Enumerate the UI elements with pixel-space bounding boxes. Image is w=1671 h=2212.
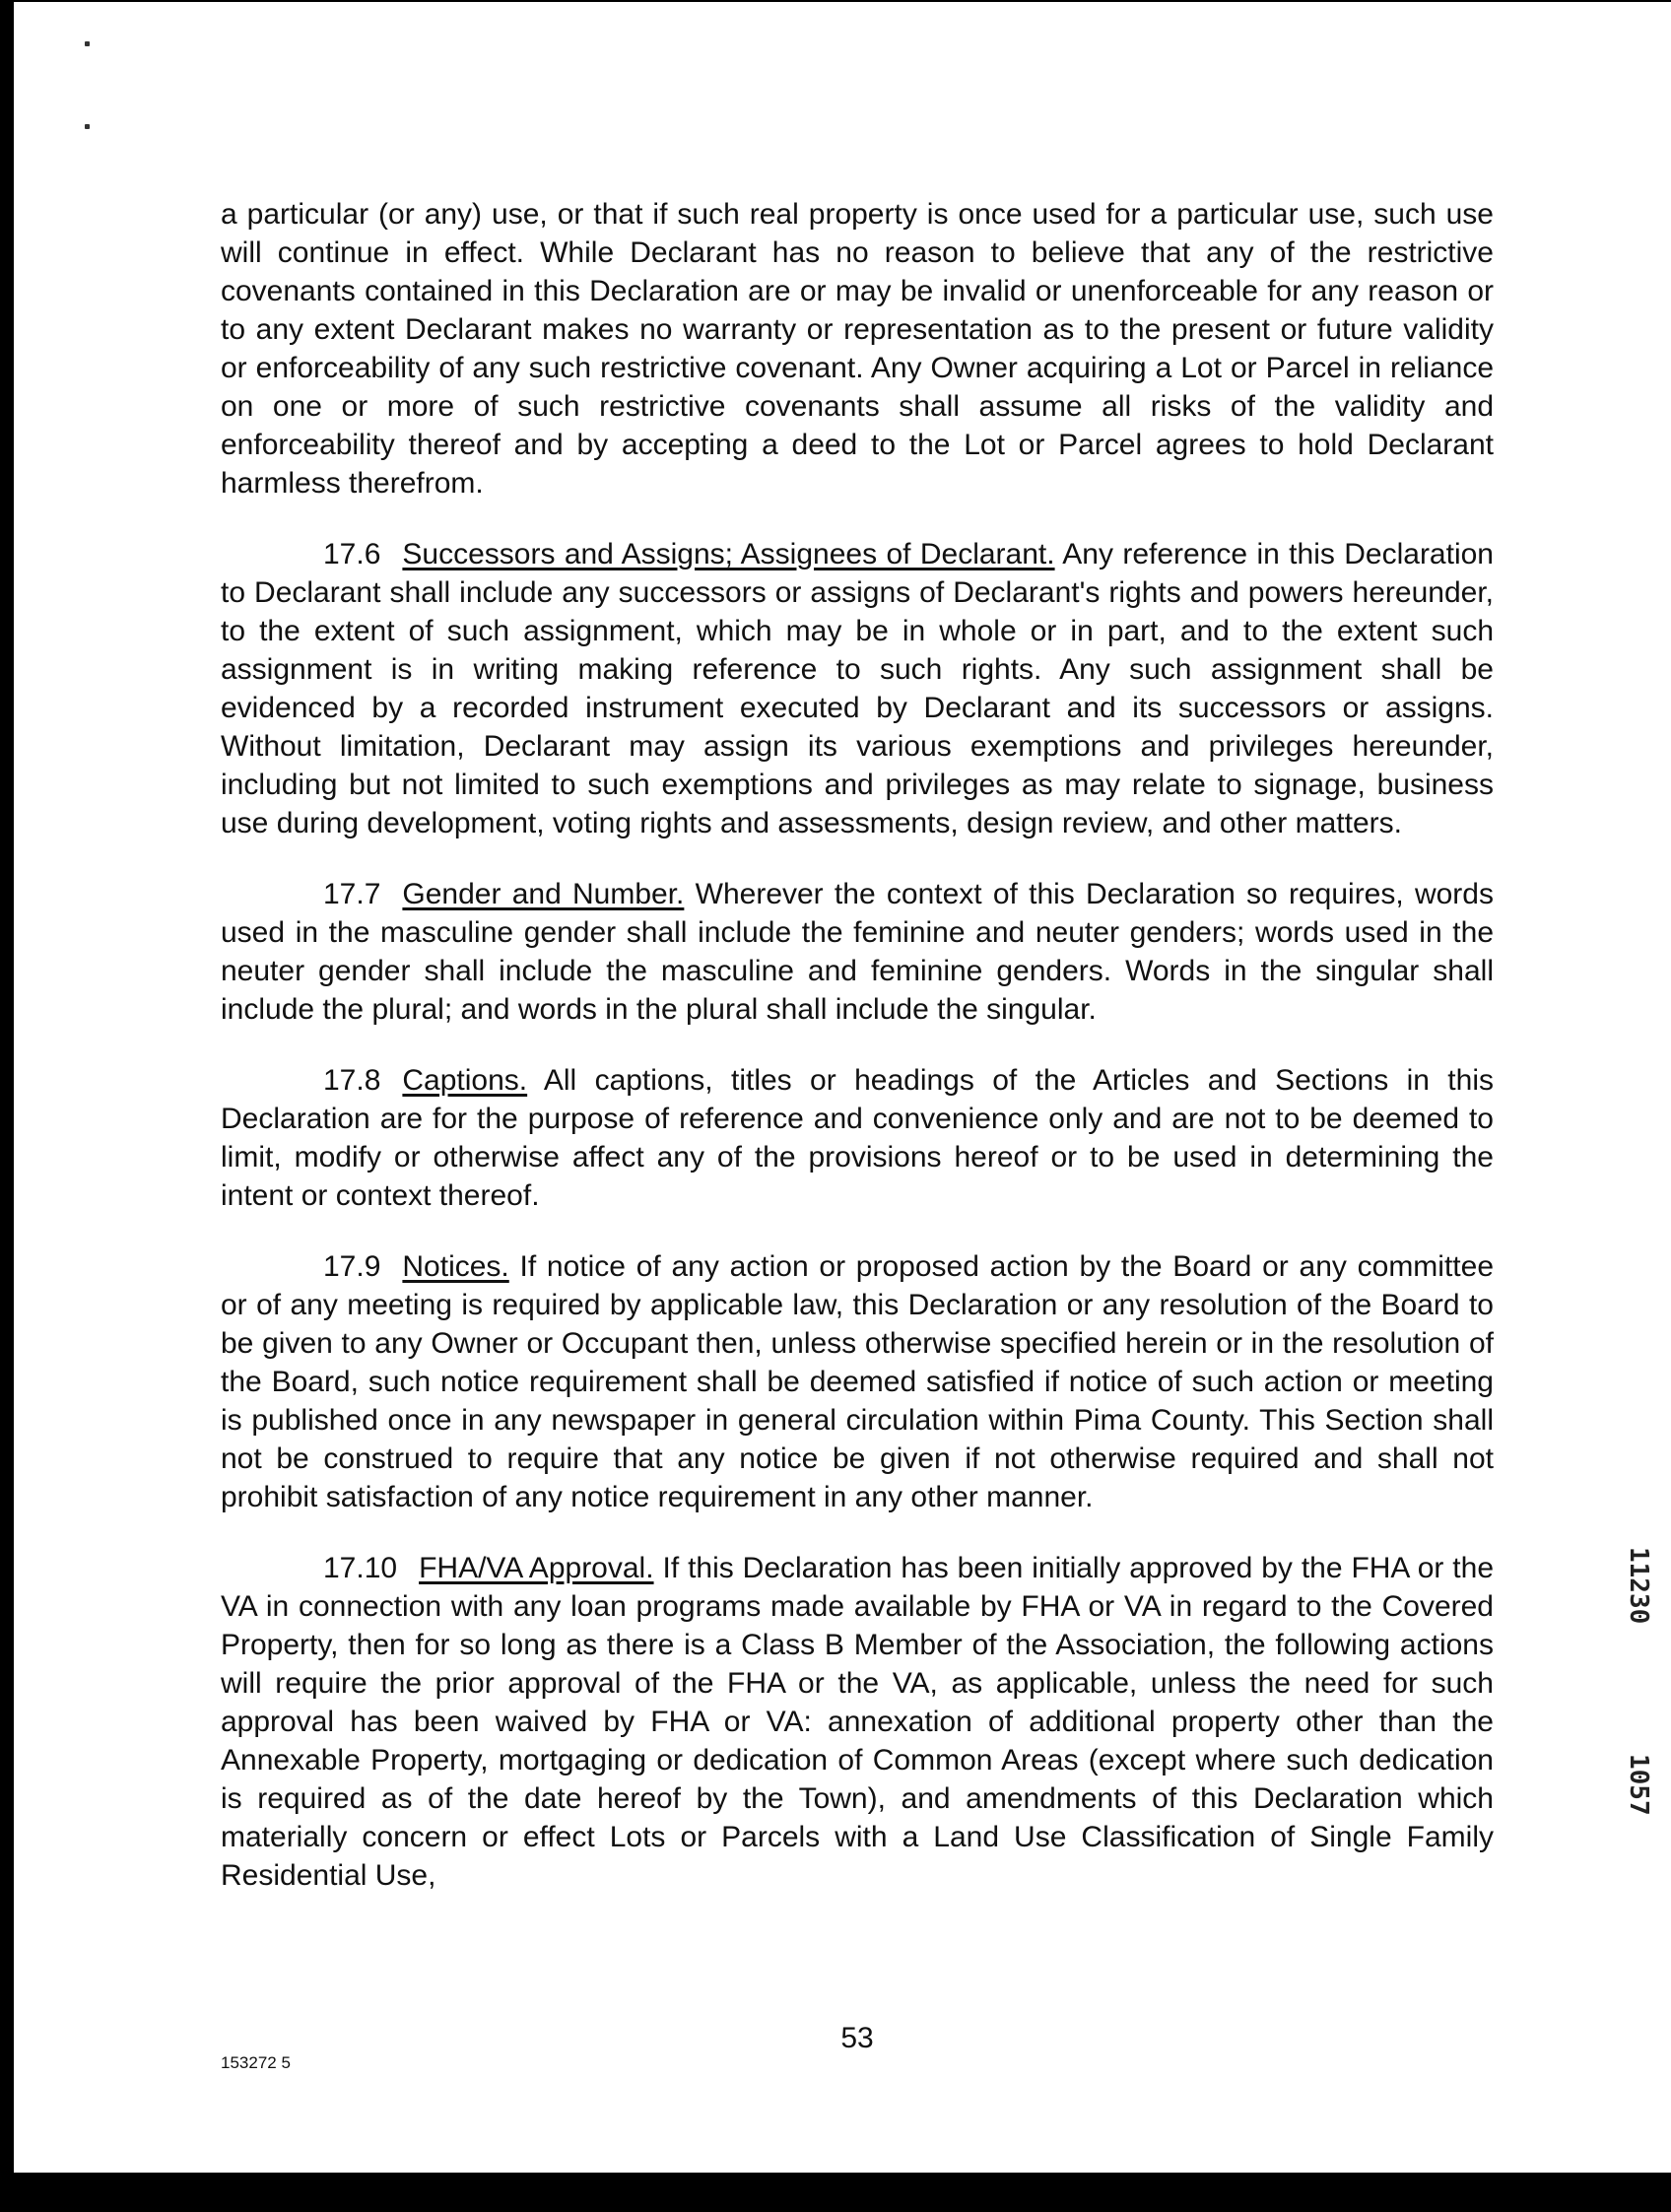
section-title: FHA/VA Approval. bbox=[419, 1552, 654, 1584]
scan-speck bbox=[85, 41, 90, 46]
section-title: Gender and Number. bbox=[402, 878, 685, 910]
section-text: All captions, titles or headings of the Articles and Sections in this Declaration are for the purpose of reference and convenience only and are not to be deemed to limit, modify or otherwise affect any of the provisions hereof or to be used in determining the intent or context thereof. bbox=[221, 1064, 1494, 1212]
document-body bbox=[221, 195, 1494, 1927]
section-text: Wherever the context of this Declaration so requires, words used in the masculine gender shall include the feminine and neuter genders; words used in the neuter gender shall include the masculine and feminine genders. Words in the singular shall include the plural; and words in the plural shall include the singular. bbox=[221, 878, 1494, 1026]
paragraph-continuation bbox=[221, 195, 1494, 503]
section-number: 17.9 bbox=[323, 1250, 381, 1283]
page-number: 53 bbox=[840, 2022, 874, 2054]
scan-bottom-border bbox=[0, 2173, 1671, 2212]
section-title: Successors and Assigns; Assignees of Declarant. bbox=[402, 538, 1055, 570]
scan-top-border bbox=[0, 0, 1671, 2]
section-text: Any reference in this Declaration to Declarant shall include any successors or assigns of Declarant's rights and powers hereunder, to the extent of such assignment, which may be in whole or in part, and to the extent such assignment is in writing making reference to such rights. Any such assignment shall be evidenced by a recorded instrument executed by Declarant and its successors or assigns. Without limitation, Declarant may assign its various exemptions and privileges hereunder, including but not limited to such exemptions and privileges as may relate to signage, business use during development, voting rights and assessments, design review, and other matters. bbox=[221, 538, 1494, 839]
stamp-digits: 1057 bbox=[1624, 1754, 1653, 1816]
section-number: 17.8 bbox=[323, 1064, 381, 1097]
stamp-digits: 11230 bbox=[1624, 1547, 1653, 1625]
document-code: 153272 5 bbox=[221, 2053, 291, 2072]
section-number: 17.7 bbox=[323, 878, 381, 910]
paragraph-text: a particular (or any) use, or that if such real property is once used for a particular use, such use will continue in effect. While Declarant has no reason to believe that any of the restrictive covenants contained in this Declaration are or may be invalid or unenforceable for any reason or to any extent Declarant makes no warranty or representation as to the present or future validity or enforceability of any such restrictive covenant. Any Owner acquiring a Lot or Parcel in reliance on one or more of such restrictive covenants shall assume all risks of the validity and enforceability thereof and by accepting a deed to the Lot or Parcel agrees to hold Declarant harmless therefrom. bbox=[221, 198, 1494, 500]
scan-speck bbox=[85, 124, 90, 129]
section-text: If this Declaration has been initially approved by the FHA or the VA in connection with any loan programs made available by FHA or VA in regard to the Covered Property, then for so long as there is a Class B Member of the Association, the following actions will require the prior approval of the FHA or the VA, as applicable, unless the need for such approval has been waived by FHA or VA: annexation of additional property other than the Annexable Property, mortgaging or dedication of Common Areas (except where such dedication is required as of the date hereof by the Town), and amendments of this Declaration which materially concern or effect Lots or Parcels with a Land Use Classification of Single Family Residential Use, bbox=[221, 1552, 1494, 1892]
margin-recording-stamp bbox=[1612, 1547, 1651, 1624]
section-number: 17.6 bbox=[323, 538, 381, 570]
section-17-10 bbox=[221, 1549, 1494, 1895]
scan-left-border bbox=[0, 0, 14, 2212]
section-17-7 bbox=[221, 875, 1494, 1029]
section-17-8 bbox=[221, 1061, 1494, 1215]
section-17-9 bbox=[221, 1247, 1494, 1516]
section-number: 17.10 bbox=[323, 1552, 398, 1584]
section-title: Captions. bbox=[402, 1064, 528, 1097]
margin-recording-stamp bbox=[1612, 1754, 1651, 1816]
section-title: Notices. bbox=[402, 1250, 509, 1283]
section-text: If notice of any action or proposed action by the Board or any committee or of any meeting is required by applicable law, this Declaration or any resolution of the Board to be given to any Owner or Occupant then, unless otherwise specified herein or in the resolution of the Board, such notice requirement shall be deemed satisfied if notice of such action or meeting is published once in any newspaper in general circulation within Pima County. This Section shall not be construed to require that any notice be given if not otherwise required and shall not prohibit satisfaction of any notice requirement in any other manner. bbox=[221, 1250, 1494, 1513]
section-17-6 bbox=[221, 535, 1494, 842]
